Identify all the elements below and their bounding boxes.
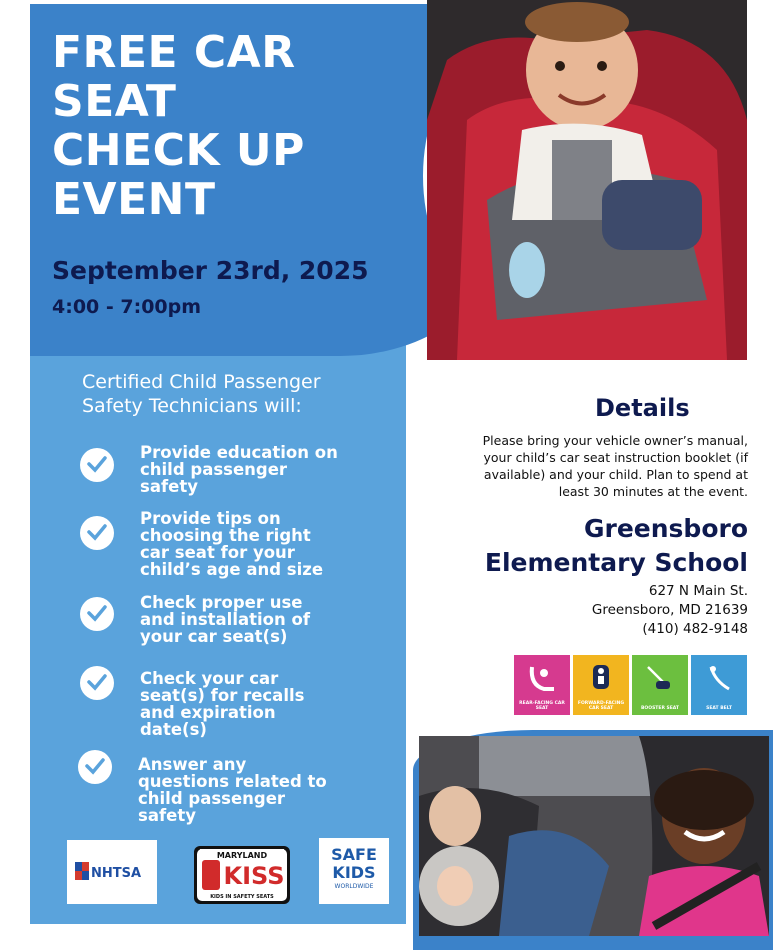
list-item-text: Check proper use: [140, 593, 303, 612]
seat-tile-seat-belt: SEAT BELT: [691, 655, 747, 715]
maryland-kiss-logo: [192, 844, 292, 906]
list-item-text: and installation of: [140, 610, 311, 629]
title-line: FREE CAR: [52, 27, 296, 78]
intro-line: Certified Child Passenger: [82, 371, 321, 393]
address: [430, 582, 748, 639]
title-line: EVENT: [52, 174, 216, 225]
list-item-text: date(s): [140, 720, 207, 739]
kiss-logo-top-text: MARYLAND: [216, 851, 268, 860]
list-item-text: Provide tips on: [140, 509, 281, 528]
seat-tile-rear-facing: REAR-FACING CAR SEAT: [514, 655, 570, 715]
event-date: September 23rd, 2025: [52, 256, 369, 285]
list-item-text: Provide education on: [140, 443, 338, 462]
title-line: SEAT: [52, 76, 177, 127]
title-line: CHECK UP: [52, 125, 305, 176]
booster-seat-icon: [646, 663, 674, 693]
details-line: Please bring your vehicle owner’s manual,: [482, 433, 748, 448]
list-item-text: safety: [140, 477, 198, 496]
nhtsa-logo: [67, 840, 157, 904]
school-line: Greensboro: [583, 514, 748, 543]
seat-tile-forward-facing: FORWARD-FACING CAR SEAT: [573, 655, 629, 715]
event-title: [52, 28, 305, 224]
intro-line: Safety Technicians will:: [82, 395, 302, 417]
rear-facing-seat-icon: [528, 663, 556, 693]
seat-tile-booster: BOOSTER SEAT: [632, 655, 688, 715]
checkmark-icon: [80, 516, 114, 550]
intro-text: [82, 370, 321, 418]
safe-kids-logo: [319, 838, 389, 904]
phone-number: (410) 482-9148: [642, 621, 748, 637]
list-item-text: safety: [138, 806, 196, 825]
list-item-text: and expiration: [140, 703, 276, 722]
safe-kids-text-2: KIDS: [332, 863, 376, 882]
list-item-text: questions related to: [138, 772, 327, 791]
kiss-logo-bottom-text: KIDS IN SAFETY SEATS: [210, 894, 274, 900]
list-item-text: car seat for your: [140, 543, 295, 562]
details-line: your child’s car seat instruction booklet (if: [483, 450, 748, 465]
safe-kids-text-3: WORLDWIDE: [334, 883, 374, 890]
details-line: available) and your child. Plan to spend at: [483, 467, 748, 482]
checkmark-icon: [80, 448, 114, 482]
checkmark-icon: [80, 597, 114, 631]
list-item-text: Check your car: [140, 669, 279, 688]
list-item-text: choosing the right: [140, 526, 311, 545]
kids-in-car-photo: [419, 736, 769, 936]
event-flyer: [30, 4, 748, 924]
list-item-text: child passenger: [138, 789, 286, 808]
list-item-text: your car seat(s): [140, 627, 288, 646]
school-line: Elementary School: [484, 548, 748, 577]
street-address: 627 N Main St.: [648, 583, 748, 599]
checkmark-icon: [78, 750, 112, 784]
safe-kids-text-1: SAFE: [331, 845, 377, 864]
baby-car-seat-photo: [423, 0, 743, 356]
details-line: least 30 minutes at the event.: [558, 484, 748, 499]
city-state-zip: Greensboro, MD 21639: [591, 602, 748, 618]
list-item-text: child passenger: [140, 460, 288, 479]
details-text: [430, 432, 748, 500]
list-item-text: seat(s) for recalls: [140, 686, 305, 705]
event-time: 4:00 - 7:00pm: [52, 296, 202, 318]
checkmark-icon: [80, 666, 114, 700]
school-name: [430, 512, 748, 580]
list-item-text: child’s age and size: [140, 560, 324, 579]
forward-facing-seat-icon: [587, 663, 615, 693]
details-heading: Details: [595, 394, 690, 422]
list-item-text: Answer any: [138, 755, 247, 774]
seat-belt-icon: [705, 663, 733, 693]
nhtsa-logo-text: NHTSA: [91, 866, 142, 881]
kiss-logo-main-text: KISS: [223, 862, 285, 890]
